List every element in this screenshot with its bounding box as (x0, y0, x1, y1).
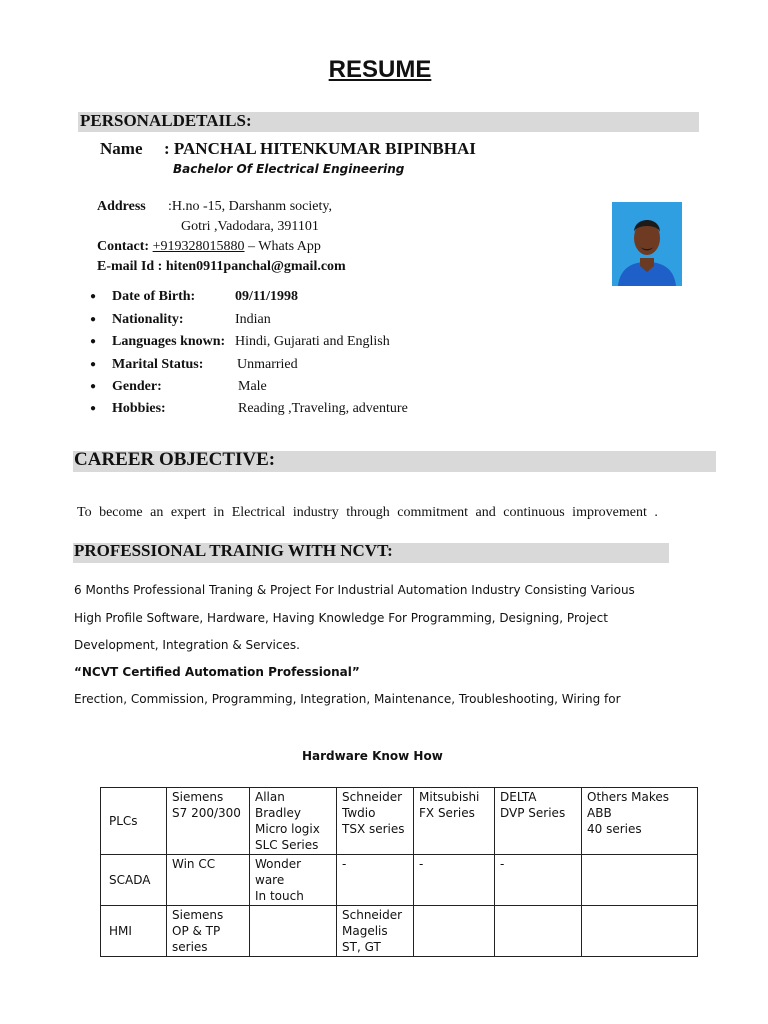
table-cell (582, 855, 698, 906)
table-cell (582, 906, 698, 957)
name-label: Name (100, 139, 143, 158)
detail-value: Hindi, Gujarati and English (235, 334, 390, 349)
detail-label: Languages known: (112, 334, 226, 349)
table-row (101, 855, 698, 906)
table-cell: PLCs (101, 788, 167, 855)
address-label: Address (97, 199, 146, 214)
table-cell: Others Makes ABB 40 series (582, 788, 698, 855)
bullet-icon: ● (90, 291, 97, 302)
address-line-2: Gotri ,Vadodara, 391101 (181, 219, 319, 234)
training-line-4: Erection, Commission, Programming, Integration, Maintenance, Troubleshooting, Wiring for (74, 692, 621, 706)
detail-label: Marital Status: (112, 357, 204, 372)
table-cell: Schneider Twdio TSX series (337, 788, 414, 855)
table-cell: Mitsubishi FX Series (414, 788, 495, 855)
bullet-icon: ● (90, 381, 97, 392)
detail-label: Nationality: (112, 312, 184, 327)
personal-details-heading: PERSONALDETAILS: (80, 111, 252, 130)
table-cell (250, 906, 337, 957)
table-cell (495, 906, 582, 957)
detail-value: Indian (235, 312, 271, 327)
email-label: E-mail Id : (97, 259, 163, 274)
training-heading: PROFESSIONAL TRAINIG WITH NCVT: (74, 541, 393, 560)
table-cell: Wonder ware In touch (250, 855, 337, 906)
detail-label: Hobbies: (112, 401, 166, 416)
ncvt-certified: “NCVT Certified Automation Professional” (74, 665, 360, 679)
profile-photo (612, 202, 682, 286)
table-row (101, 788, 698, 855)
contact-suffix: – Whats App (244, 239, 321, 254)
training-line-2: High Profile Software, Hardware, Having Knowledge For Programming, Designing, Project (74, 611, 608, 625)
email-line (97, 259, 346, 275)
bullet-icon: ● (90, 314, 97, 325)
training-line-1: 6 Months Professional Traning & Project For Industrial Automation Industry Consisting Various (74, 583, 635, 597)
bullet-icon: ● (90, 336, 97, 347)
contact-phone[interactable]: +919328015880 (152, 239, 245, 254)
profile-photo-illustration (612, 202, 682, 286)
contact-label: Contact: (97, 239, 150, 254)
email-value[interactable]: hiten0911panchal@gmail.com (165, 259, 346, 274)
table-cell: Allan Bradley Micro logix SLC Series (250, 788, 337, 855)
resume-title: RESUME (328, 56, 432, 83)
detail-value: Reading ,Traveling, adventure (238, 401, 408, 416)
table-cell: - (495, 855, 582, 906)
training-line-3: Development, Integration & Services. (74, 638, 300, 652)
hardware-table (100, 787, 698, 957)
table-cell: Win CC (167, 855, 250, 906)
detail-value: 09/11/1998 (235, 289, 299, 304)
detail-label: Date of Birth: (112, 289, 196, 304)
table-cell: - (414, 855, 495, 906)
table-cell: - (337, 855, 414, 906)
table-cell: Siemens OP & TP series (167, 906, 250, 957)
detail-value: Male (238, 379, 267, 394)
detail-value: Unmarried (237, 357, 298, 372)
table-cell: DELTA DVP Series (495, 788, 582, 855)
detail-label: Gender: (112, 379, 162, 394)
name-value: : PANCHAL HITENKUMAR BIPINBHAI (164, 139, 476, 158)
address-line-1: :H.no -15, Darshanm society, (168, 199, 332, 214)
bullet-icon: ● (90, 359, 97, 370)
table-cell: Siemens S7 200/300 (167, 788, 250, 855)
career-objective-text: To become an expert in Electrical industry through commitment and continuous improvement . (77, 505, 658, 520)
degree: Bachelor Of Electrical Engineering (173, 162, 405, 176)
bullet-icon: ● (90, 403, 97, 414)
table-row (101, 906, 698, 957)
contact-line (97, 239, 321, 255)
career-objective-heading: CAREER OBJECTIVE: (74, 449, 276, 470)
hardware-heading: Hardware Know How (302, 749, 443, 763)
table-cell: HMI (101, 906, 167, 957)
table-cell (414, 906, 495, 957)
table-cell: Schneider Magelis ST, GT (337, 906, 414, 957)
table-cell: SCADA (101, 855, 167, 906)
